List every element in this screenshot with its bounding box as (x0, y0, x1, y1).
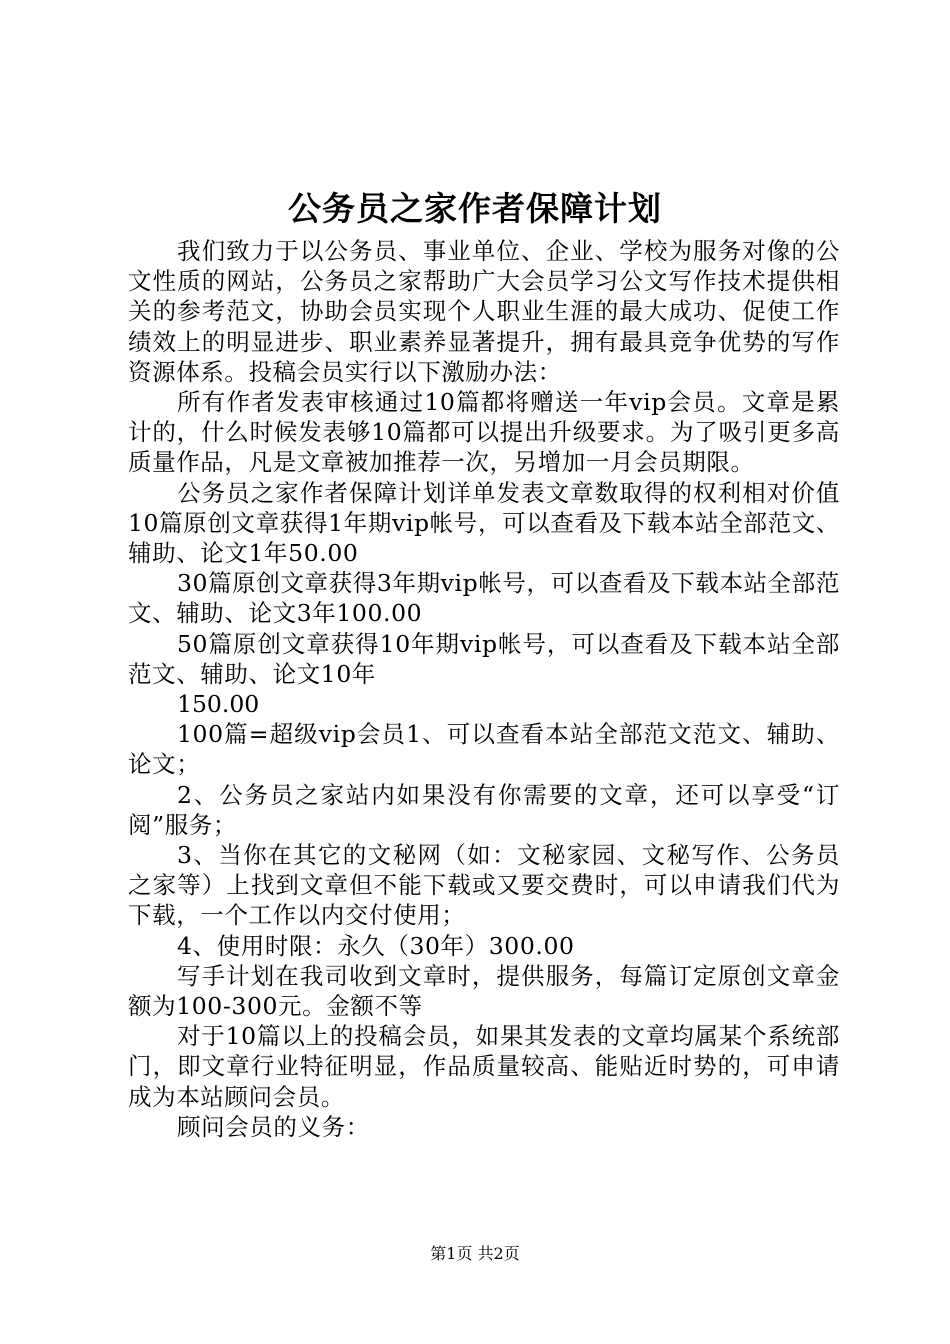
page-footer: 第1页 共2页 (430, 1244, 520, 1263)
paragraph-item-3: 3、当你在其它的文秘网（如：文秘家园、文秘写作、公务员之家等）上找到文章但不能下载或又要交费时，可以申请我们代为下载，一个工作以内交付使用； (128, 841, 840, 930)
paragraph-intro: 我们致力于以公务员、事业单位、企业、学校为服务对像的公文性质的网站，公务员之家帮助广大会员学习公文写作技术提供相关的参考范文，协助会员实现个人职业生涯的最大成功、促使工作绩效上的明显进步、职业素养显著提升，拥有最具竞争优势的写作资源体系。投稿会员实行以下激励办法： (128, 237, 840, 386)
paragraph-plan-50: 50篇原创文章获得10年期vip帐号，可以查看及下载本站全部范文、辅助、论文10年 (128, 629, 840, 688)
paragraph-plan-10: 公务员之家作者保障计划详单发表文章数取得的权利相对价值10篇原创文章获得1年期vip帐号，可以查看及下载本站全部范文、辅助、论文1年50.00 (128, 478, 840, 568)
document-body (128, 236, 840, 1142)
paragraph-item-4: 4、使用时限：永久（30年）300.00 (177, 931, 575, 960)
paragraph-writer-plan: 写手计划在我司收到文章时，提供服务，每篇订定原创文章金额为100-300元。金额不等 (128, 961, 840, 1021)
paragraph-item-2: 2、公务员之家站内如果没有你需要的文章，还可以享受“订阅”服务； (128, 780, 840, 839)
paragraph-plan-100: 100篇=超级vip会员1、可以查看本站全部范文范文、辅助、论文； (128, 720, 840, 779)
paragraph-vip-rule: 所有作者发表审核通过10篇都将赠送一年vip会员。文章是累计的，什么时候发表够10篇都可以提出升级要求。为了吸引更多高质量作品，凡是文章被加推荐一次，另增加一月会员期限。 (128, 388, 840, 477)
paragraph-plan-30: 30篇原创文章获得3年期vip帐号，可以查看及下载本站全部范文、辅助、论文3年100.00 (128, 569, 840, 628)
paragraph-consultant: 对于10篇以上的投稿会员，如果其发表的文章均属某个系统部门，即文章行业特征明显，作品质量较高、能贴近时势的，可申请成为本站顾问会员。 (128, 1022, 840, 1111)
document-title: 公务员之家作者保障计划 (288, 189, 662, 228)
paragraph-plan-50-value: 150.00 (177, 690, 260, 719)
paragraph-consultant-duties: 顾问会员的义务： (177, 1112, 370, 1141)
